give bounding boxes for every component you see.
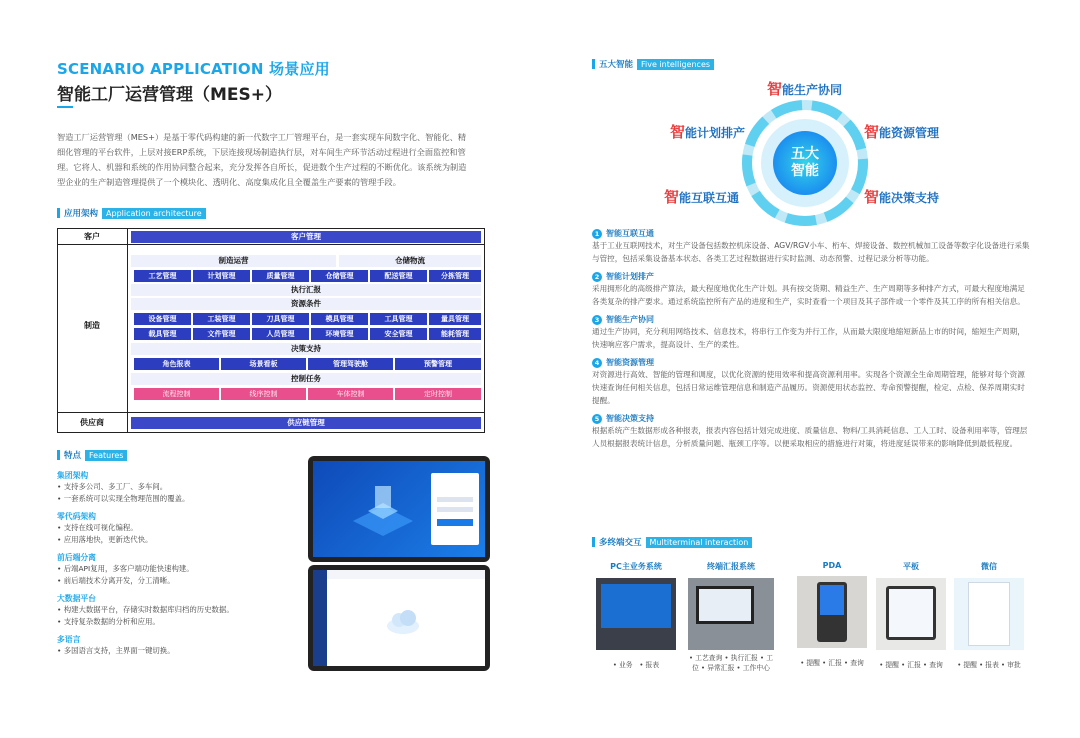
warehouse-bar: 仓储物流: [339, 255, 481, 267]
arch-heading: [57, 207, 206, 219]
arch-cell: 分拣管理: [429, 270, 481, 282]
arch-cell: 计划管理: [193, 270, 250, 282]
tablet-screen: [313, 461, 485, 557]
item-heading: 4 智能资源管理: [592, 357, 1032, 368]
feature-item: • 构建大数据平台，存储实时数据库归档的历史数据。: [57, 605, 234, 614]
arch-cell-pink: 定时控制: [395, 388, 481, 400]
features-list: [57, 470, 307, 657]
arch-cell: 工具管理: [370, 313, 427, 325]
wheel-label: 智能生产协同: [767, 80, 843, 98]
heading-bar: [592, 59, 595, 69]
feature-item: • 后端API复用，多客户端功能快速构建。: [57, 564, 194, 573]
wheel-center-label: 五大 智能: [791, 146, 819, 179]
tablet-screen: [313, 570, 485, 666]
row-label-supplier: 供应商: [80, 418, 104, 427]
device-photo: [688, 578, 774, 650]
phone-screen: [968, 582, 1010, 646]
arch-cell: 场景看板: [221, 358, 306, 370]
device-terminal: 终端汇报系统 • 工艺查询 • 执行汇报 • 工位 • 异常汇报 • 工作中心: [688, 562, 773, 672]
arch-cell: 载具管理: [134, 328, 191, 340]
arch-cell: 设备管理: [134, 313, 191, 325]
feature-heading: 零代码架构: [57, 512, 96, 521]
mfg-ops-bar: 制造运营: [131, 255, 336, 267]
arch-cell: 角色报表: [134, 358, 219, 370]
multi-heading-en: Multiterminal interaction: [646, 537, 753, 548]
feature-item: • 支持在线可视化编程。: [57, 523, 138, 532]
arch-cell: 预警管理: [395, 358, 481, 370]
wheel-label: 智能资源管理: [864, 123, 940, 141]
architecture-diagram: [57, 228, 485, 433]
title-underline: [57, 106, 73, 108]
arch-cell: 量具管理: [429, 313, 481, 325]
section-title-en: SCENARIO APPLICATION 场景应用: [57, 60, 330, 78]
device-photo: [797, 576, 867, 648]
item-text: 对资源进行高效、智能的管理和调度，以优化资源的使用效率和提高资源利用率。实现各个资源全生命周期管理，能够对每个资源快速查询任何相关信息，包括日常运维管理信息和制造产品履历。资源使用状态监控、寿命预警提醒，检定、点检、保养周期实时提醒。: [592, 370, 1025, 405]
intelligence-list: [592, 228, 1032, 450]
feature-heading: 集团架构: [57, 471, 89, 480]
heading-bar: [57, 450, 60, 460]
five-heading: [592, 58, 714, 70]
item-text: 通过生产协同，充分利用网络技术、信息技术，将串行工作变为并行工作，从而最大限度地缩短新品上市的时间，缩短生产周期，快速响应客户需求，提高设计、生产的柔性。: [592, 327, 1025, 349]
feature-heading: 前后端分离: [57, 553, 96, 562]
tablet-mockup: [308, 456, 490, 562]
arch-cell: 质量管理: [252, 270, 309, 282]
heading-bar: [57, 208, 60, 218]
five-heading-en: Five intelligences: [637, 59, 714, 70]
multi-heading: [592, 536, 752, 548]
arch-cell: 工艺管理: [134, 270, 191, 282]
arch-cell: 文件管理: [193, 328, 250, 340]
terminal-screen: [696, 586, 754, 624]
arch-divider: [57, 244, 485, 245]
feature-heading: 大数据平台: [57, 594, 96, 603]
page-title: 智能工厂运营管理（MES+）: [57, 85, 283, 105]
intro-paragraph: 智造工厂运营管理（MES+）是基于零代码构建的新一代数字工厂管理平台，是一套实现车间数字化、智能化、精细化管理的平台软件，上层对接ERP系统，下层连接现场制造执行层，对车间生产环节活动过程进行全面监控和管理。它将人、机器和系统的作用协同整合起来，充分发挥各自所长，促进数个生产过程的不断优化。该系统为制造型企业的生产制造管理提供了一个模块化、透明化、高度集成化且全覆盖生产要素的管理手段。: [57, 132, 467, 187]
item-text: 基于工业互联网技术，对生产设备包括数控机床设备、AGV/RGV小车、桁车、焊接设备、数控机械加工设备等数字化设备进行采集与管控，包括采集设备基本状态、各类工艺过程数据进行实时监测、动态预警、过程记录分析等功能。: [592, 241, 1030, 263]
arch-cell: 能耗管理: [429, 328, 481, 340]
multi-heading-cn: 多终端交互: [599, 538, 642, 548]
tablet-mockup: [308, 565, 490, 671]
arch-cell: 人员管理: [252, 328, 309, 340]
exec-report-bar: 执行汇报: [131, 284, 481, 296]
device-photo: [876, 578, 946, 650]
wheel-label: 智能决策支持: [864, 188, 940, 206]
features-heading-en: Features: [85, 450, 127, 461]
item-heading: 1 智能互联互通: [592, 228, 1032, 239]
device-photo: [596, 578, 676, 650]
features-heading-cn: 特点: [64, 451, 82, 461]
item-text: 采用拥形化的高级排产算法，最大程度地优化生产计划。具有按交货期、精益生产、生产周期等多种排产方式，可最大程度地满足各类复杂的排产要求。通过系统监控所有产品的进度和生产，实时查看一个项目及其子部件或一个零件及其工序的所有相关信息。: [592, 284, 1025, 306]
feature-item: • 支持复杂数据的分析和应用。: [57, 617, 160, 626]
app-sidebar: [313, 570, 327, 666]
feature-item: • 前后端技术分离开发，分工清晰。: [57, 576, 175, 585]
arch-heading-en: Application architecture: [102, 208, 206, 219]
feature-item: • 应用落地快，更新迭代快。: [57, 535, 153, 544]
device-pc: PC主业务系统 • 业务 • 报表: [596, 561, 676, 670]
arch-cell-pink: 线序控制: [221, 388, 306, 400]
arch-cell: 模具管理: [311, 313, 368, 325]
wheel-label: 智能计划排产: [670, 123, 746, 141]
feature-item: • 一套系统可以实现全物理范围的覆盖。: [57, 494, 190, 503]
supplier-bar: 供应链管理: [131, 417, 481, 429]
device-tablet: 平板 • 提醒 • 汇报 • 查询: [876, 561, 946, 670]
device-pda: PDA • 提醒 • 汇报 • 查询: [797, 561, 867, 668]
cloud-illustration: [383, 604, 423, 638]
arch-divider: [127, 228, 128, 433]
feature-heading: 多语言: [57, 635, 81, 644]
arch-cell: 仓储管理: [311, 270, 368, 282]
resources-bar: 资源条件: [131, 298, 481, 310]
decision-bar: 决策支持: [131, 343, 481, 355]
isometric-illustration: [313, 461, 485, 557]
heading-bar: [592, 537, 595, 547]
arch-cell-pink: 流程控制: [134, 388, 219, 400]
app-topbar: [327, 570, 485, 579]
row-label-manufacture: 制造: [84, 321, 100, 330]
customer-bar: 客户管理: [131, 231, 481, 243]
item-heading: 5 智能决策支持: [592, 413, 1032, 424]
arch-cell: 安全管理: [370, 328, 427, 340]
feature-item: • 支持多公司、多工厂、多车间。: [57, 482, 168, 491]
device-wechat: 微信 • 提醒 • 报表 • 审批: [954, 561, 1024, 670]
arch-cell: 工装管理: [193, 313, 250, 325]
arch-cell: 管理驾驶舱: [308, 358, 393, 370]
row-label-customer: 客户: [84, 232, 100, 241]
arch-divider: [57, 412, 485, 413]
item-heading: 3 智能生产协同: [592, 314, 1032, 325]
arch-cell: 配送管理: [370, 270, 427, 282]
arch-heading-cn: 应用架构: [64, 209, 99, 219]
pda-body: [817, 582, 847, 642]
arch-cell: 刀具管理: [252, 313, 309, 325]
item-text: 根据系统产生数据形成各种报表，报表内容包括计划完成进度、质量信息、物料/工具消耗信息、工人工时、设备利用率等，管理层人员根据报表统计信息，分析质量问题、瓶颈工序等。以便采取相应的措施进行对策，将进度延误带来的影响降低到最低程度。: [592, 426, 1028, 448]
arch-cell-pink: 车体控制: [308, 388, 393, 400]
features-heading: [57, 449, 127, 461]
item-heading: 2 智能计划排产: [592, 271, 1032, 282]
control-bar: 控制任务: [131, 373, 481, 385]
wheel-label: 智能互联互通: [664, 188, 740, 206]
tablet-body: [886, 586, 936, 640]
monitor-screen: [601, 584, 671, 628]
feature-item: • 多国语言支持，主界面一键切换。: [57, 646, 175, 655]
five-heading-cn: 五大智能: [599, 60, 634, 70]
arch-cell: 环境管理: [311, 328, 368, 340]
device-photo: [954, 578, 1024, 650]
